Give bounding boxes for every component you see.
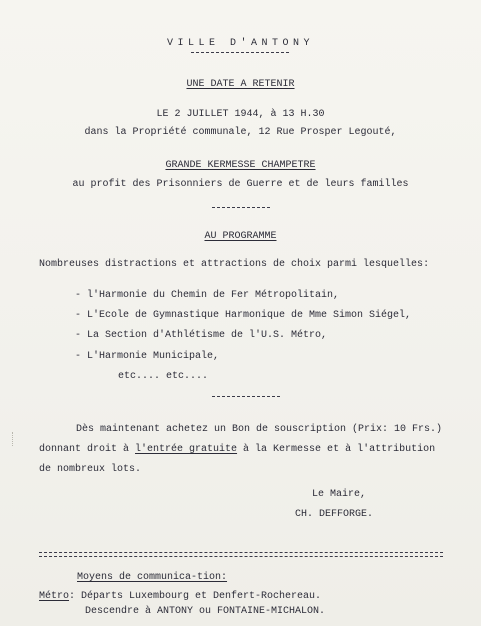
margin-mark bbox=[12, 432, 17, 446]
programme-item: - l'Harmonie du Chemin de Fer Métropolitain, bbox=[75, 290, 340, 301]
programme-item: - La Section d'Athlétisme de l'U.S. Métro, bbox=[75, 330, 328, 341]
event-datetime: LE 2 JUILLET 1944, à 13 H.30 bbox=[156, 109, 325, 120]
programme-etc: etc.... etc.... bbox=[118, 371, 209, 382]
transport-text: : Départs Luxembourg et Denfert-Rochereau. bbox=[69, 591, 322, 602]
subscription-line-3: de nombreux lots. bbox=[39, 464, 142, 475]
programme-heading: AU PROGRAMME bbox=[204, 231, 277, 242]
event-name: GRANDE KERMESSE CHAMPETRE bbox=[165, 160, 316, 171]
subscription-text: donnant droit à bbox=[39, 444, 136, 455]
section-divider bbox=[212, 396, 280, 397]
event-purpose: au profit des Prisonniers de Guerre et de leurs familles bbox=[72, 179, 409, 190]
programme-item: - L'Harmonie Municipale, bbox=[75, 351, 220, 362]
metro-label: Métro bbox=[39, 591, 70, 602]
date-notice: UNE DATE A RETENIR bbox=[186, 79, 295, 90]
transport-line-1 bbox=[39, 591, 321, 603]
transport-heading: Moyens de communica-tion: bbox=[77, 572, 228, 583]
city-title: VILLE D'ANTONY bbox=[166, 38, 314, 49]
programme-intro: Nombreuses distractions et attractions de choix parmi lesquelles: bbox=[39, 259, 430, 270]
free-entry-text: l'entrée gratuite bbox=[135, 444, 238, 455]
section-divider bbox=[212, 207, 270, 208]
subscription-line-2 bbox=[39, 444, 435, 456]
programme-item: - L'Ecole de Gymnastique Harmonique de Mme Simon Siégel, bbox=[75, 310, 412, 321]
signature-name: CH. DEFFORGE. bbox=[295, 509, 374, 520]
subscription-text: à la Kermesse et à l'attribution bbox=[237, 444, 436, 455]
subscription-line-1: Dès maintenant achetez un Bon de souscription (Prix: 10 Frs.) bbox=[76, 424, 443, 435]
event-location: dans la Propriété communale, 12 Rue Prosper Legouté, bbox=[84, 127, 397, 138]
signature-role: Le Maire, bbox=[312, 489, 367, 500]
footer-divider bbox=[39, 552, 443, 557]
transport-line-2: Descendre à ANTONY ou FONTAINE-MICHALON. bbox=[85, 606, 326, 617]
title-underline bbox=[191, 52, 289, 53]
